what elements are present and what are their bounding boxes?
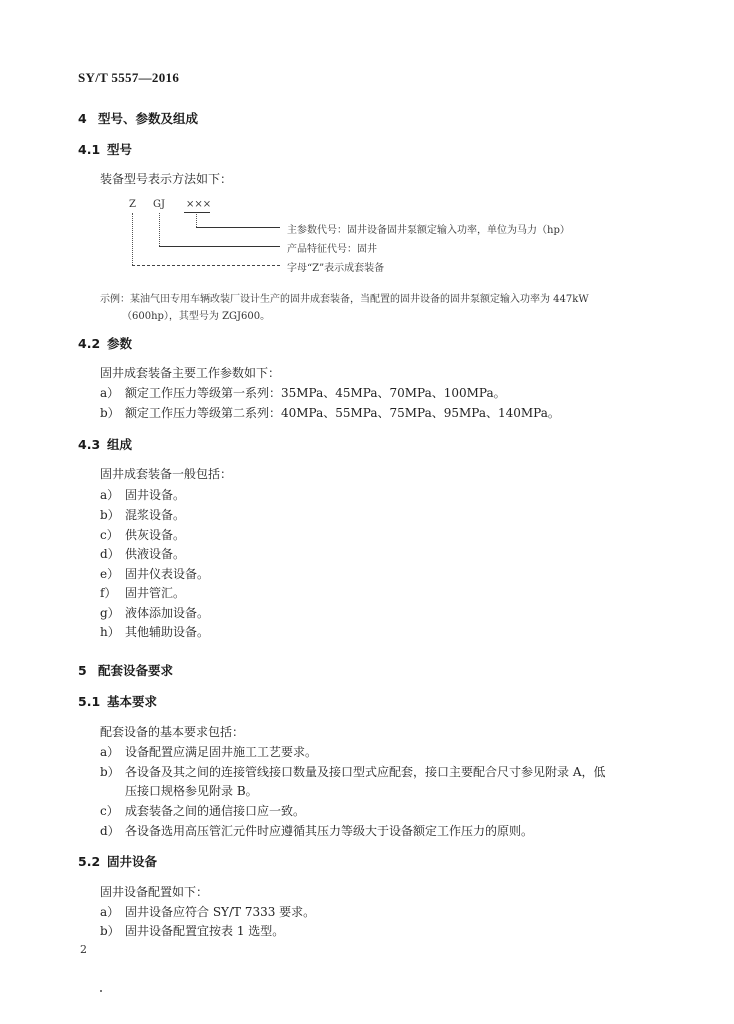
- list-text: 液体添加设备。: [125, 606, 210, 620]
- list-item: [100, 404, 560, 421]
- list-marker: a）: [100, 386, 120, 400]
- section-number: 5: [78, 663, 87, 678]
- list-marker: b）: [100, 508, 120, 522]
- list-item: [100, 565, 209, 582]
- legend-letter-z: 字母“Z”表示成套装备: [287, 263, 385, 274]
- list-marker: h）: [100, 625, 120, 639]
- params-intro: 固井成套装备主要工作参数如下：: [100, 366, 281, 380]
- code-xxx-underline: [184, 212, 210, 213]
- standard-number: SY/T 5557—2016: [78, 70, 180, 85]
- subsection-number: 4.2: [78, 336, 101, 351]
- list-marker: b）: [100, 406, 120, 420]
- subsection-number: 4.1: [78, 142, 101, 157]
- list-marker: d）: [100, 547, 120, 561]
- list-marker: b）: [100, 924, 120, 938]
- model-example-line1: 示例：某油气田专用车辆改装厂设计生产的固井成套装备，当配置的固井设备的固井泵额定输入功率为 447kW: [100, 294, 589, 305]
- list-text: 固井仪表设备。: [125, 567, 210, 581]
- subsection-title: 固井设备: [107, 854, 158, 869]
- list-marker: f）: [100, 586, 117, 600]
- model-intro: 装备型号表示方法如下：: [100, 172, 233, 186]
- subsection-title: 基本要求: [107, 694, 158, 709]
- list-marker: a）: [100, 905, 120, 919]
- list-marker: e）: [100, 567, 120, 581]
- section-5-2-heading: [78, 852, 157, 870]
- legend-main-param: 主参数代号：固井设备固井泵额定输入功率，单位为马力（hp）: [287, 225, 570, 236]
- section-5-1-heading: [78, 692, 157, 710]
- list-item: [100, 623, 209, 640]
- section-title: 型号、参数及组成: [98, 111, 199, 126]
- cementing-equipment-intro: 固井设备配置如下：: [100, 885, 209, 899]
- subsection-title: 组成: [107, 437, 133, 452]
- list-item: [100, 545, 185, 562]
- list-marker: a）: [100, 745, 120, 759]
- list-text: 固井设备。: [125, 488, 186, 502]
- code-gj: GJ: [153, 199, 165, 210]
- section-5-heading: [78, 661, 173, 679]
- composition-intro: 固井成套装备一般包括：: [100, 467, 233, 481]
- legend-line-3: [132, 265, 280, 266]
- list-item: [100, 903, 315, 920]
- code-z: Z: [129, 199, 136, 210]
- gj-connector: [159, 213, 160, 246]
- xxx-connector: [196, 214, 197, 227]
- section-number: 4: [78, 111, 87, 126]
- list-text: 额定工作压力等级第二系列：40MPa、55MPa、75MPa、95MPa、140MPa。: [125, 406, 560, 420]
- section-4-1-heading: [78, 140, 132, 158]
- list-item: [100, 922, 284, 939]
- list-item: [100, 526, 185, 543]
- page-number: 2: [80, 943, 87, 956]
- basic-req-intro: 配套设备的基本要求包括：: [100, 725, 245, 739]
- list-item: [100, 604, 209, 621]
- z-connector: [132, 213, 133, 265]
- legend-line-1: [196, 227, 280, 228]
- list-item: [100, 743, 317, 760]
- legend-feature: 产品特征代号：固井: [287, 244, 377, 255]
- list-text: 其他辅助设备。: [125, 625, 210, 639]
- list-item-continuation: 压接口规格参见附录 B。: [125, 784, 258, 798]
- list-item: [100, 802, 305, 819]
- subsection-number: 4.3: [78, 437, 101, 452]
- list-text: 供液设备。: [125, 547, 186, 561]
- list-marker: b）: [100, 765, 120, 779]
- list-item: [100, 584, 185, 601]
- section-4-heading: [78, 109, 198, 127]
- section-4-2-heading: [78, 334, 132, 352]
- subsection-title: 型号: [107, 142, 133, 157]
- list-item: [100, 822, 533, 839]
- scan-speck: [100, 990, 102, 992]
- list-text: 额定工作压力等级第一系列：35MPa、45MPa、70MPa、100MPa。: [125, 386, 506, 400]
- list-text: 成套装备之间的通信接口应一致。: [125, 804, 306, 818]
- list-text: 各设备选用高压管汇元件时应遵循其压力等级大于设备额定工作压力的原则。: [125, 824, 534, 838]
- list-marker: d）: [100, 824, 120, 838]
- list-text: 固井设备配置宜按表 1 选型。: [125, 924, 285, 938]
- section-4-3-heading: [78, 435, 132, 453]
- list-item: [100, 384, 506, 401]
- list-text: 固井设备应符合 SY/T 7333 要求。: [125, 905, 316, 919]
- list-text: 各设备及其之间的连接管线接口数量及接口型式应配套，接口主要配合尺寸参见附录 A，低: [125, 765, 606, 779]
- model-example-line2: （600hp），其型号为 ZGJ600。: [122, 311, 271, 322]
- list-text: 设备配置应满足固井施工工艺要求。: [125, 745, 318, 759]
- list-item: [100, 486, 185, 503]
- list-marker: c）: [100, 804, 119, 818]
- section-title: 配套设备要求: [98, 663, 174, 678]
- subsection-number: 5.2: [78, 854, 101, 869]
- subsection-title: 参数: [107, 336, 133, 351]
- list-item: [100, 506, 185, 523]
- list-marker: c）: [100, 528, 119, 542]
- code-xxx: ×××: [186, 199, 212, 210]
- list-text: 固井管汇。: [125, 586, 186, 600]
- list-text: 混浆设备。: [125, 508, 186, 522]
- legend-line-2: [159, 246, 280, 247]
- subsection-number: 5.1: [78, 694, 101, 709]
- list-item: [100, 763, 605, 780]
- list-marker: g）: [100, 606, 120, 620]
- list-marker: a）: [100, 488, 120, 502]
- list-text: 供灰设备。: [125, 528, 186, 542]
